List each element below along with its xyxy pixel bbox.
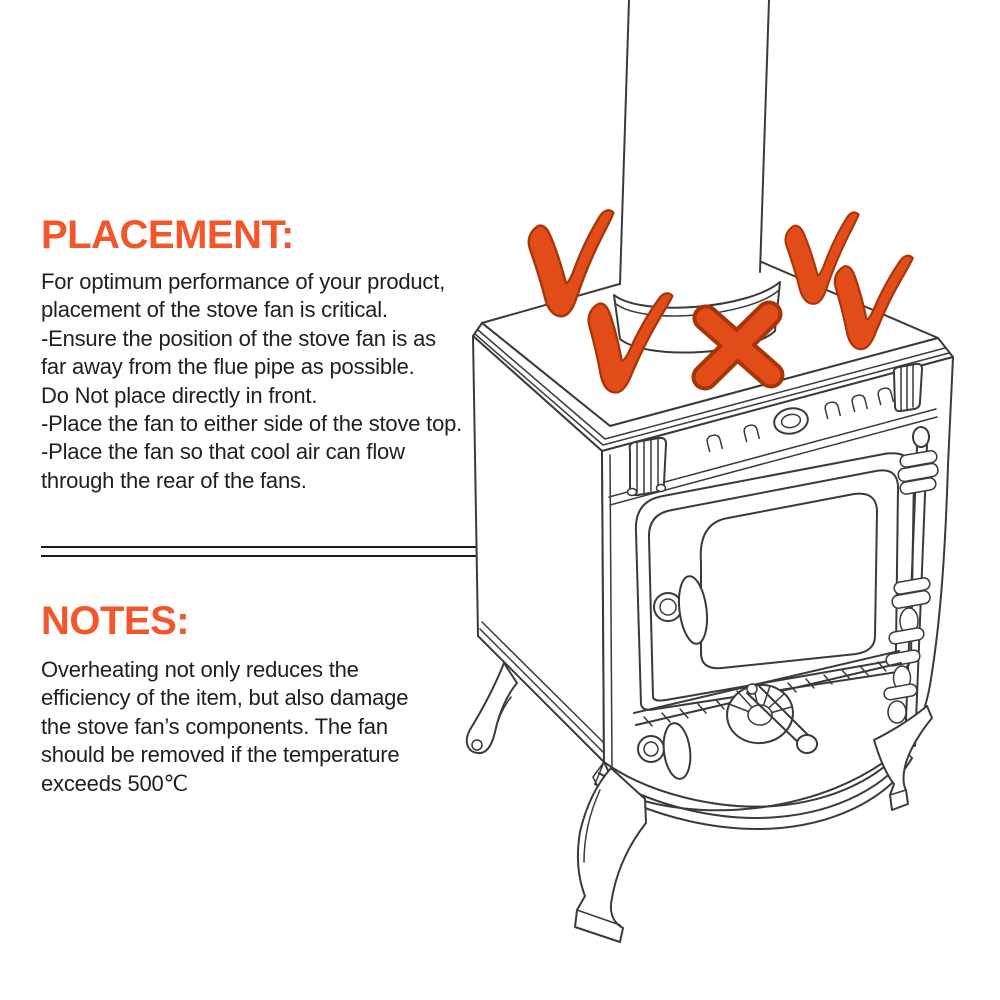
fluted-bracket-left: [628, 438, 667, 496]
flue-pipe: [620, 0, 769, 289]
text-line: through the rear of the fans.: [41, 467, 307, 493]
text-line: For optimum performance of your product,: [41, 269, 446, 294]
text-line: far away from the flue pipe as possible.: [41, 354, 415, 380]
text-line: exceeds 500℃: [41, 770, 189, 796]
text-line: -Place the fan to either side of the stove top.: [41, 411, 463, 437]
rear-left-leg: [467, 663, 517, 753]
fluted-bracket-right: [894, 364, 922, 411]
text-line: Do Not place directly in front.: [41, 382, 318, 408]
text-line: placement of the stove fan is critical.: [41, 297, 388, 323]
text-line: -Ensure the position of the stove fan is as: [41, 325, 436, 351]
text-line: the stove fan’s components. The fan: [41, 713, 388, 739]
text-line: efficiency of the item, but also damage: [41, 685, 409, 711]
text-line: should be removed if the temperature: [41, 742, 400, 768]
text-line: -Place the fan so that cool air can flow: [41, 439, 405, 465]
placement-heading: PLACEMENT:: [41, 213, 294, 257]
notes-heading: NOTES:: [41, 599, 190, 643]
front-left-leg: [575, 768, 646, 942]
door-glass: [701, 494, 877, 669]
text-line: Overheating not only reduces the: [41, 657, 359, 682]
